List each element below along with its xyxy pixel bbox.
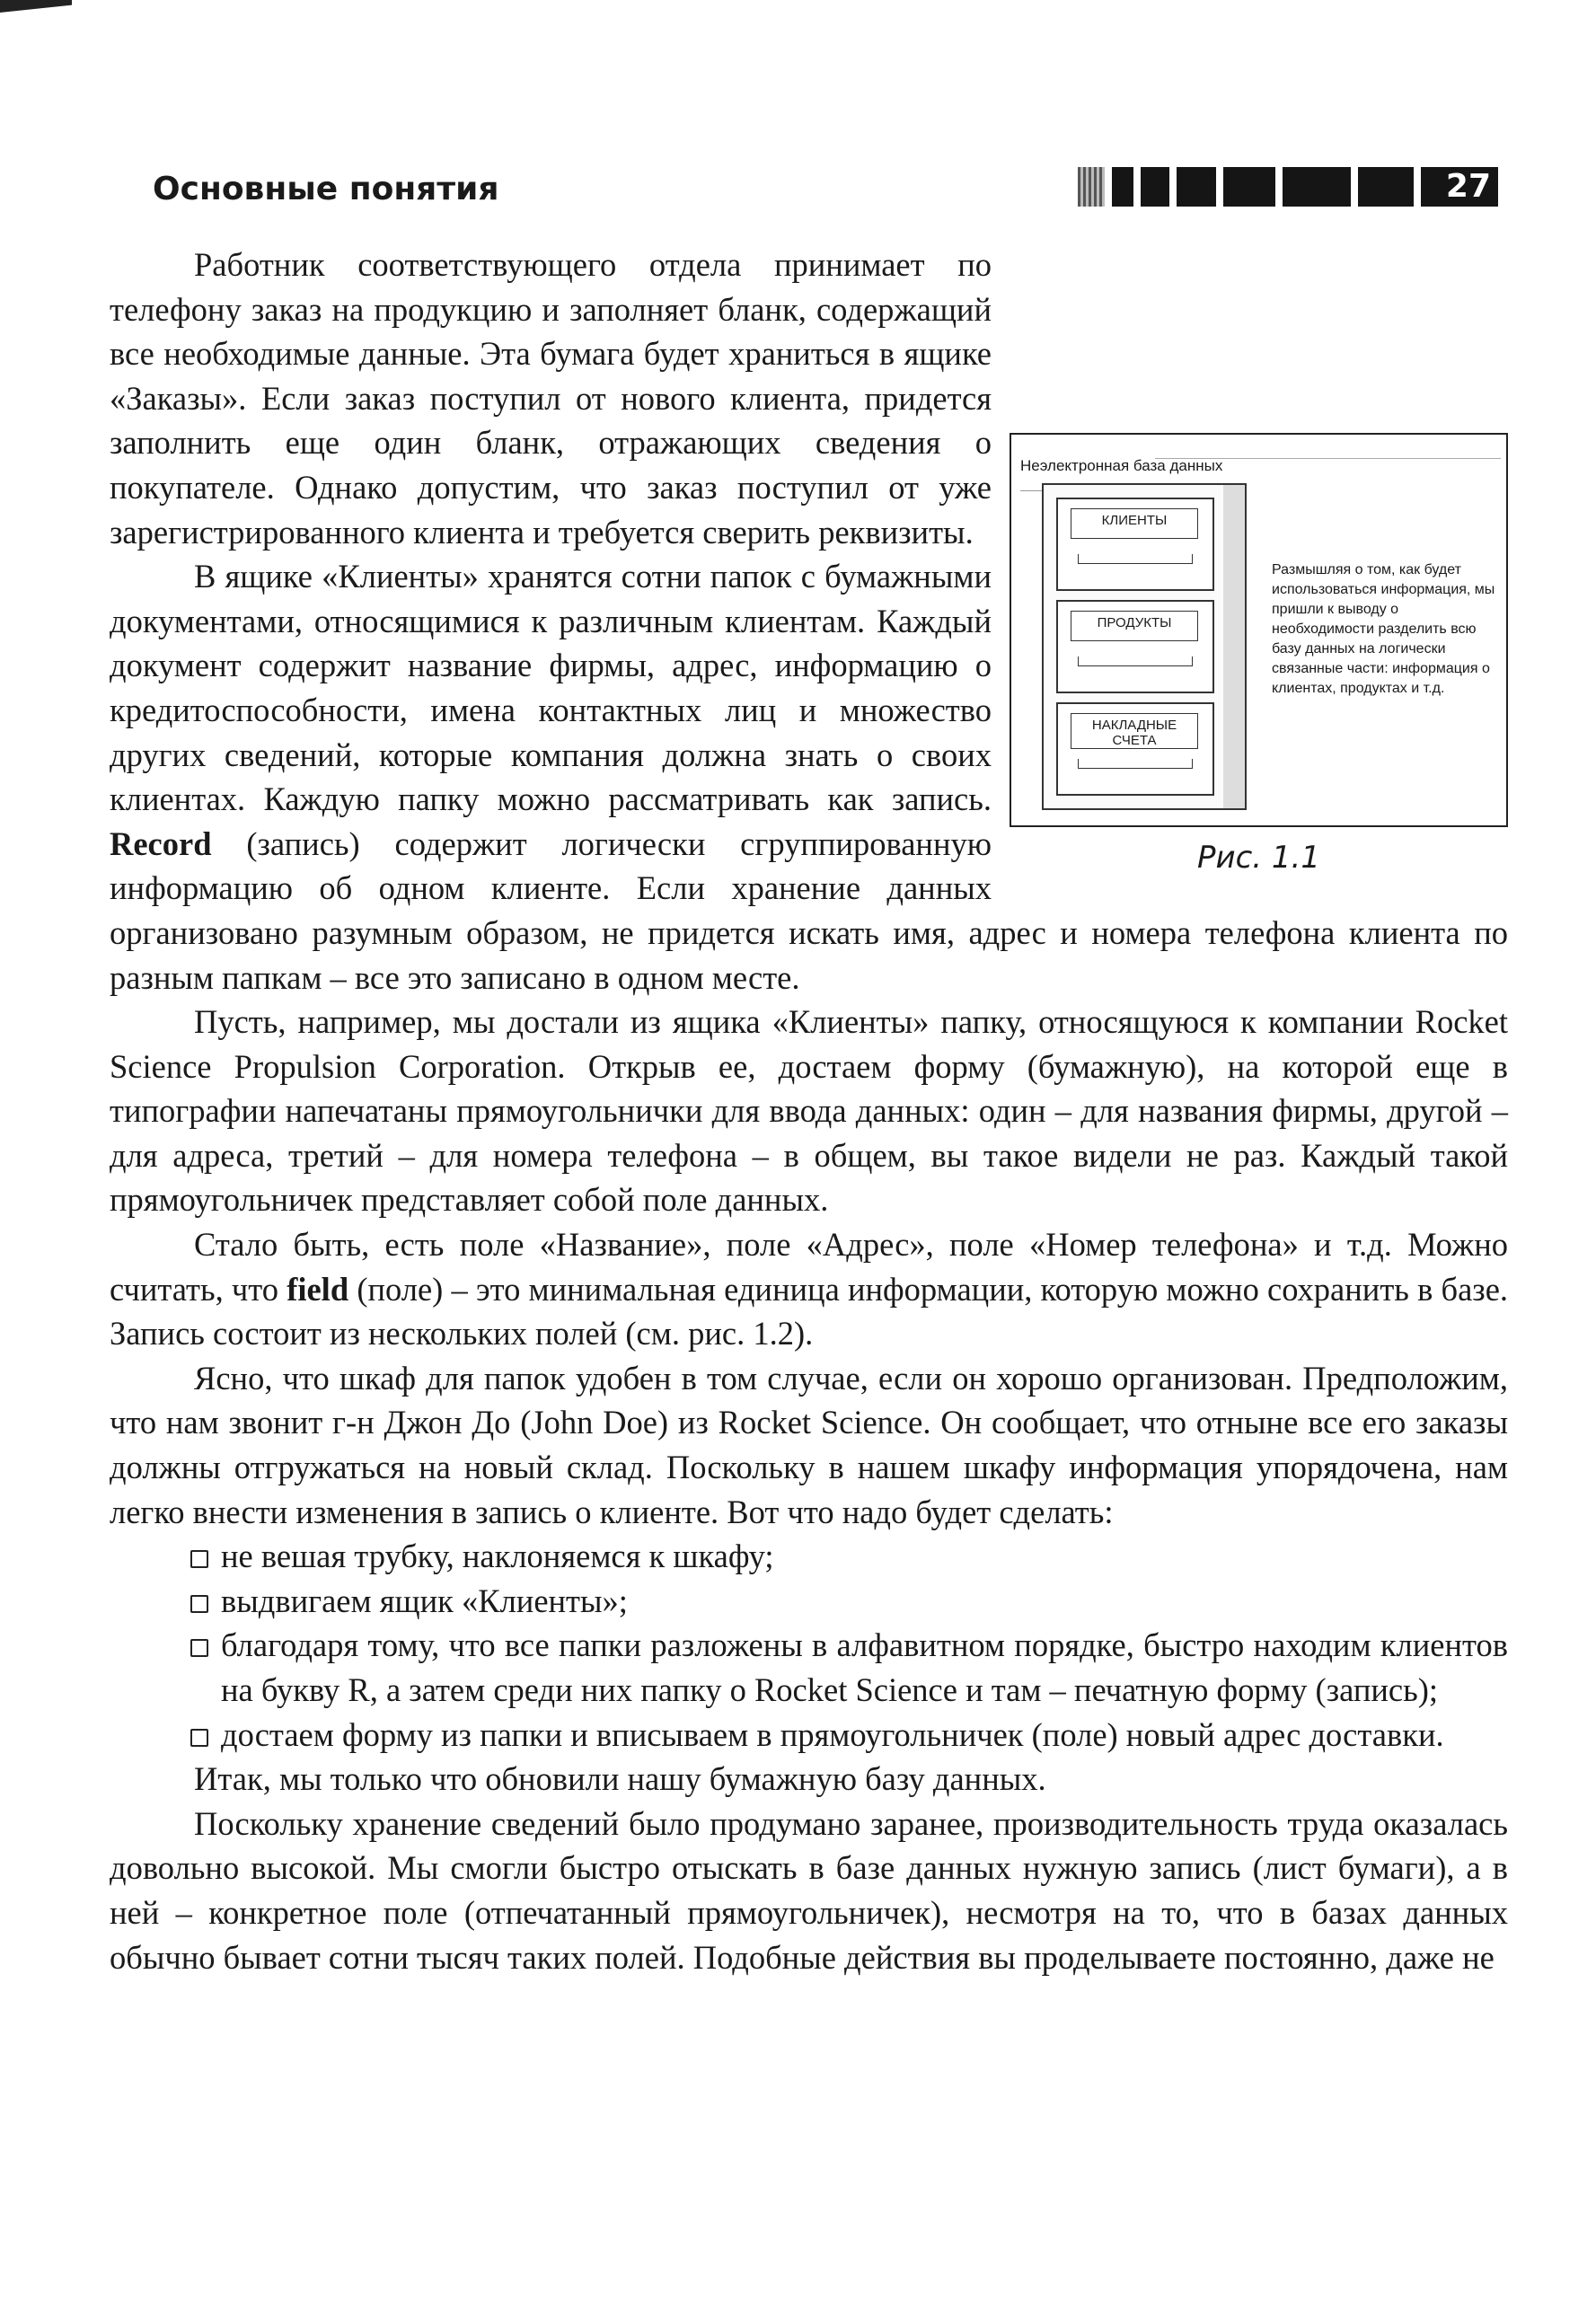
- drawer-label: КЛИЕНТЫ: [1071, 508, 1198, 539]
- list-item: не вешая трубку, наклоняемся к шкафу;: [190, 1534, 1508, 1579]
- paragraph-text: Стало быть, есть поле «Название», поле «Адрес», поле «Номер телефона» и т.д. Можно считать, что: [110, 1226, 1508, 1308]
- cabinet-drawer: [1056, 498, 1214, 591]
- drawer-handle: [1078, 554, 1193, 564]
- drawer-handle: [1078, 759, 1193, 769]
- page-number: 27: [1421, 167, 1498, 207]
- cabinet-side: [1223, 483, 1247, 810]
- page-body: [110, 242, 1508, 1979]
- cabinet-front: [1042, 483, 1225, 810]
- cabinet-drawer: [1056, 600, 1214, 693]
- drawer-handle: [1078, 657, 1193, 666]
- figure-label: Неэлектронная база данных: [1020, 444, 1222, 491]
- list-item: благодаря тому, что все папки разложены в алфавитном порядке, быстро находим клиентов на букву R, а затем среди них папку о Rocket Science и там – печатную форму (запись);: [190, 1623, 1508, 1712]
- steps-list: [110, 1534, 1508, 1757]
- cabinet-drawer: [1056, 702, 1214, 796]
- term-record: Record: [110, 824, 212, 862]
- term-field: field: [287, 1270, 349, 1308]
- paragraph: [110, 1222, 1508, 1356]
- list-item: выдвигаем ящик «Клиенты»;: [190, 1579, 1508, 1624]
- figure-rule: [1155, 458, 1501, 459]
- filing-cabinet-illustration: [1031, 476, 1247, 814]
- header-decorative-bar: [1078, 167, 1509, 207]
- header-bar-block: [1177, 167, 1216, 207]
- paragraph-text: (поле) – это минимальная единица информации, которую можно сохранить в базе. Запись состоит из нескольких полей (см. рис. 1.2).: [110, 1270, 1509, 1353]
- paragraph: Итак, мы только что обновили нашу бумажную базу данных.: [194, 1760, 1046, 1798]
- page-header: [153, 162, 1509, 216]
- drawer-label: ПРОДУКТЫ: [1071, 611, 1198, 641]
- header-bar-block: [1358, 167, 1414, 207]
- figure-caption: Рис. 1.1: [1197, 840, 1320, 876]
- header-bar-block: [1283, 167, 1351, 207]
- header-bar-block: [1112, 167, 1133, 207]
- chapter-title: Основные понятия: [153, 171, 499, 207]
- header-bar-block: [1223, 167, 1275, 207]
- drawer-label: НАКЛАДНЫЕ СЧЕТА: [1071, 713, 1198, 749]
- paragraph-text: В ящике «Клиенты» хранятся сотни папок с бумажными документами, относящимися к различным клиентам. Каждый документ содержит название фирмы, адрес, информацию о кредитоспособности, имена контактных лиц и множество других сведений, которые компания должна знать о своих клиентах. Каждую папку можно рассматривать как запись.: [110, 558, 992, 818]
- figure-box: [1010, 433, 1508, 827]
- corner-scan-mark: [0, 0, 72, 13]
- paragraph: Ясно, что шкаф для папок удобен в том случае, если он хорошо организован. Предположим, что нам звонит г-н Джон До (John Doe) из Rocket Science. Он сообщает, что отныне все его заказы должны отгружаться на новый склад. Поскольку в нашем шкафу информация упорядочена, нам легко внести изменения в запись о клиенте. Вот что надо будет сделать:: [110, 1359, 1508, 1530]
- list-item: достаем форму из папки и вписываем в прямоугольничек (поле) новый адрес доставки.: [190, 1713, 1508, 1758]
- header-bar-block: [1141, 167, 1169, 207]
- paragraph: Работник соответствующего отдела принимает по телефону заказ на продукцию и заполняет бланк, содержащий все необходимые данные. Эта бумага будет храниться в ящике «Заказы». Если заказ поступил от нового клиента, придется заполнить еще один бланк, отражающих сведения о покупателе. Однако допустим, что заказ поступил от уже зарегистрированного клиента и требуется сверить реквизиты.: [110, 246, 992, 551]
- header-bar-fade: [1078, 167, 1105, 207]
- paragraph: Пусть, например, мы достали из ящика «Клиенты» папку, относящуюся к компании Rocket Science Propulsion Corporation. Открыв ее, достаем форму (бумажную), на которой еще в типографии напечатаны прямоугольнички для ввода данных: один – для названия фирмы, другой – для адреса, третий – для номера телефона – в общем, вы такое видели не раз. Каждый такой прямоугольничек представляет собой поле данных.: [110, 1003, 1508, 1219]
- figure-note: Размышляя о том, как будет использоваться информация, мы пришли к выводу о необходимости разделить всю базу данных на логически связанные части: информация о клиентах, продуктах и т.д.: [1272, 562, 1495, 696]
- paragraph-text: (запись) содержит логически сгруппированную информацию об одном клиенте. Если хранение данных организовано разумным образом, не придется искать имя, адрес и номера телефона клиента по разным папкам – все это записано в одном месте.: [110, 824, 1508, 996]
- figure-1-1: [1010, 433, 1508, 876]
- paragraph: Поскольку хранение сведений было продумано заранее, производительность труда оказалась довольно высокой. Мы смогли быстро отыскать в базе данных нужную запись (лист бумаги), а в ней – конкретное поле (отпечатанный прямоугольничек), несмотря на то, что в базах данных обычно бывает сотни тысяч таких полей. Подобные действия вы проделываете постоянно, даже не: [110, 1804, 1508, 1976]
